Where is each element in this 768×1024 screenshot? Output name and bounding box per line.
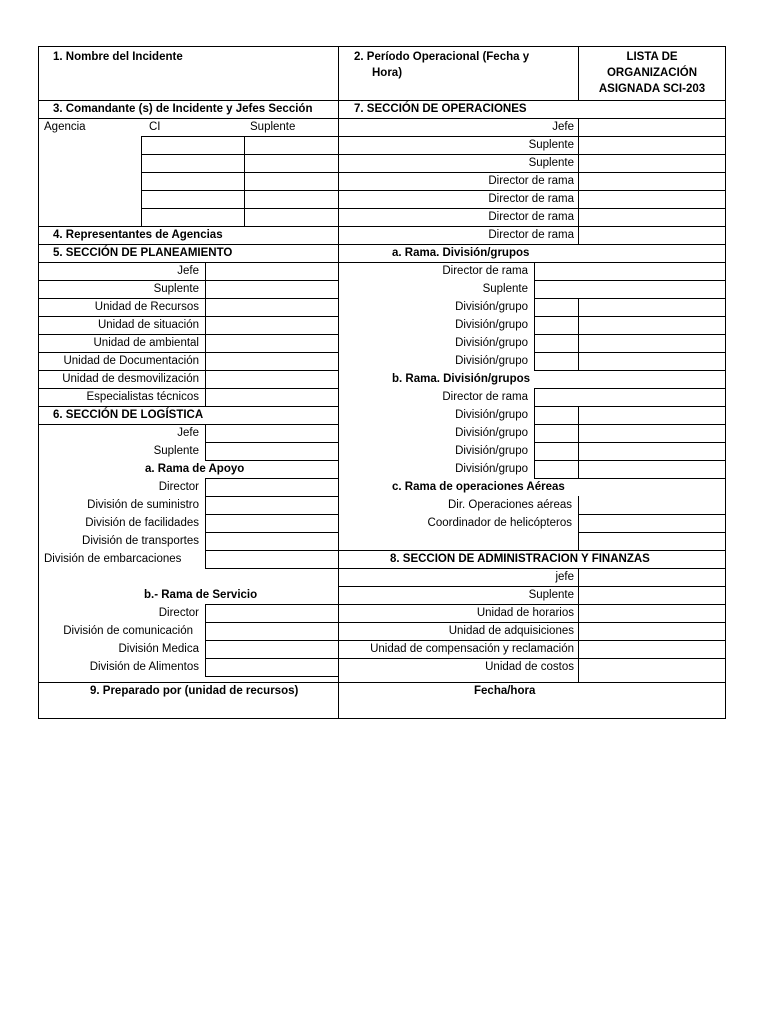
sec8-row-label: Unidad de horarios [476, 607, 574, 619]
sec7a-row-label: Suplente [482, 283, 528, 295]
sec7a-fields[interactable] [535, 263, 725, 370]
date-time-field[interactable] [339, 700, 725, 718]
sec7c-row-label: Dir. Operaciones aéreas [447, 499, 572, 511]
sec7b-row-label: Director de rama [442, 391, 528, 403]
form-title-line-3: ASIGNADA SCI-203 [598, 83, 706, 95]
sec5-row-label: Unidad de situación [97, 319, 199, 331]
sec6a-row-line [205, 568, 338, 569]
divider-sec5 [38, 244, 726, 245]
divider-footer [38, 682, 726, 683]
sec6a-row-label: División de embarcaciones [44, 553, 182, 565]
divider-sec6 [38, 406, 338, 407]
sec6-fields[interactable] [206, 425, 338, 460]
sec5-row-label: Especialistas técnicos [86, 391, 199, 403]
sec5-row-label: Suplente [153, 283, 199, 295]
sec3-substitute-field[interactable] [245, 136, 338, 226]
sec7-row-label: Director de rama [488, 229, 574, 241]
sec3-ci-field[interactable] [142, 136, 244, 226]
sec8-row-label: Unidad de adquisiciones [448, 625, 574, 637]
sec6-row-line [205, 460, 338, 461]
sec3-col-ci: CI [149, 121, 161, 133]
sec6-title: 6. SECCIÓN DE LOGÍSTICA [53, 409, 204, 421]
sec7c-fields[interactable] [579, 497, 725, 550]
sec6a-fields[interactable] [206, 479, 338, 568]
sec7-row-label: Jefe [552, 121, 574, 133]
sec7a-row-label: División/grupo [455, 337, 528, 349]
sec5-row-label: Unidad de Recursos [94, 301, 199, 313]
sec7c-row-label: Coordinador de helicópteros [427, 517, 572, 529]
sec7b-row-label: División/grupo [455, 409, 528, 421]
border-bottom [38, 718, 726, 719]
sec7-row-label: Suplente [528, 139, 574, 151]
sec8-row-label: Suplente [528, 589, 574, 601]
sec7b-row-label: División/grupo [455, 427, 528, 439]
sec5-fields[interactable] [206, 263, 338, 406]
sec7b-row-label: División/grupo [455, 463, 528, 475]
sec7-fields[interactable] [579, 119, 725, 244]
sec5-title: 5. SECCIÓN DE PLANEAMIENTO [53, 247, 233, 259]
sec7a-title: a. Rama. División/grupos [392, 247, 530, 259]
sec6b-fields[interactable] [206, 605, 338, 676]
sec6b-row-label: División de Alimentos [89, 661, 199, 673]
sec7b-fields[interactable] [535, 389, 725, 478]
sec4-title: 4. Representantes de Agencias [53, 229, 223, 241]
operational-period-field[interactable] [339, 47, 578, 100]
sec7a-row-label: Director de rama [442, 265, 528, 277]
sec3-col-agency: Agencia [44, 121, 86, 133]
sec7b-row-line [534, 478, 726, 479]
sec7c-title: c. Rama de operaciones Aéreas [392, 481, 565, 493]
prepared-by-field[interactable] [39, 700, 338, 718]
sec7b-title: b. Rama. División/grupos [392, 373, 531, 385]
sec7-title: 7. SECCIÓN DE OPERACIONES [354, 103, 527, 115]
border-right [725, 46, 726, 719]
sec5-row-label: Unidad de desmovilización [62, 373, 199, 385]
sec5-row-label: Jefe [177, 265, 199, 277]
sec7a-row-label: División/grupo [455, 319, 528, 331]
sec5-row-label: Unidad de ambiental [93, 337, 199, 349]
sec8-row-label: jefe [555, 571, 574, 583]
sec6b-row-line [205, 676, 338, 677]
sec6b-title: b.- Rama de Servicio [144, 589, 258, 601]
sec8-row-label: Unidad de compensación y reclamación [370, 643, 574, 655]
sec8-fields[interactable] [579, 569, 725, 682]
sec7a-row-label: División/grupo [455, 355, 528, 367]
sec6a-row-label: División de suministro [87, 499, 199, 511]
incident-name-label: 1. Nombre del Incidente [53, 51, 183, 63]
sec6a-row-label: División de facilidades [85, 517, 199, 529]
sec7-row-label: Director de rama [488, 193, 574, 205]
sec6-row-label: Jefe [177, 427, 199, 439]
divider-header [38, 100, 726, 101]
incident-name-field[interactable] [39, 47, 338, 100]
form-title-line-1: LISTA DE [626, 51, 678, 63]
sec3-row-line [141, 226, 338, 227]
sec8-title: 8. SECCION DE ADMINISTRACION Y FINANZAS [390, 553, 650, 565]
sec5-row-label: Unidad de Documentación [63, 355, 199, 367]
sec6a-row-label: División de transportes [82, 535, 199, 547]
sec6-row-label: Suplente [153, 445, 199, 457]
operational-period-label: 2. Período Operacional (Fecha y [354, 51, 530, 63]
sec3-title: 3. Comandante (s) de Incidente y Jefes Sección [53, 103, 313, 115]
sec3-col-substitute: Suplente [250, 121, 296, 133]
sec7a-row-line [534, 370, 726, 371]
sec6b-row-label: División Medica [118, 643, 199, 655]
sec6a-title: a. Rama de Apoyo [145, 463, 245, 475]
sci-203-form [38, 46, 726, 719]
divider-sec8 [338, 550, 726, 551]
sec6b-row-label: Director [158, 607, 199, 619]
form-title-line-2: ORGANIZACIÓN [606, 67, 698, 79]
sec7b-row-label: División/grupo [455, 445, 528, 457]
sec6b-row-label: División de comunicación [63, 625, 193, 637]
sec3-agency-field[interactable] [39, 136, 141, 226]
sec7-row-label: Suplente [528, 157, 574, 169]
sec7-row-label: Director de rama [488, 211, 574, 223]
operational-period-label-2: Hora) [372, 67, 403, 79]
prepared-by-label: 9. Preparado por (unidad de recursos) [90, 685, 299, 697]
sec6a-row-label: Director [158, 481, 199, 493]
sec7-row-label: Director de rama [488, 175, 574, 187]
date-time-label: Fecha/hora [474, 685, 536, 697]
sec8-row-label: Unidad de costos [485, 661, 574, 673]
sec7a-row-label: División/grupo [455, 301, 528, 313]
